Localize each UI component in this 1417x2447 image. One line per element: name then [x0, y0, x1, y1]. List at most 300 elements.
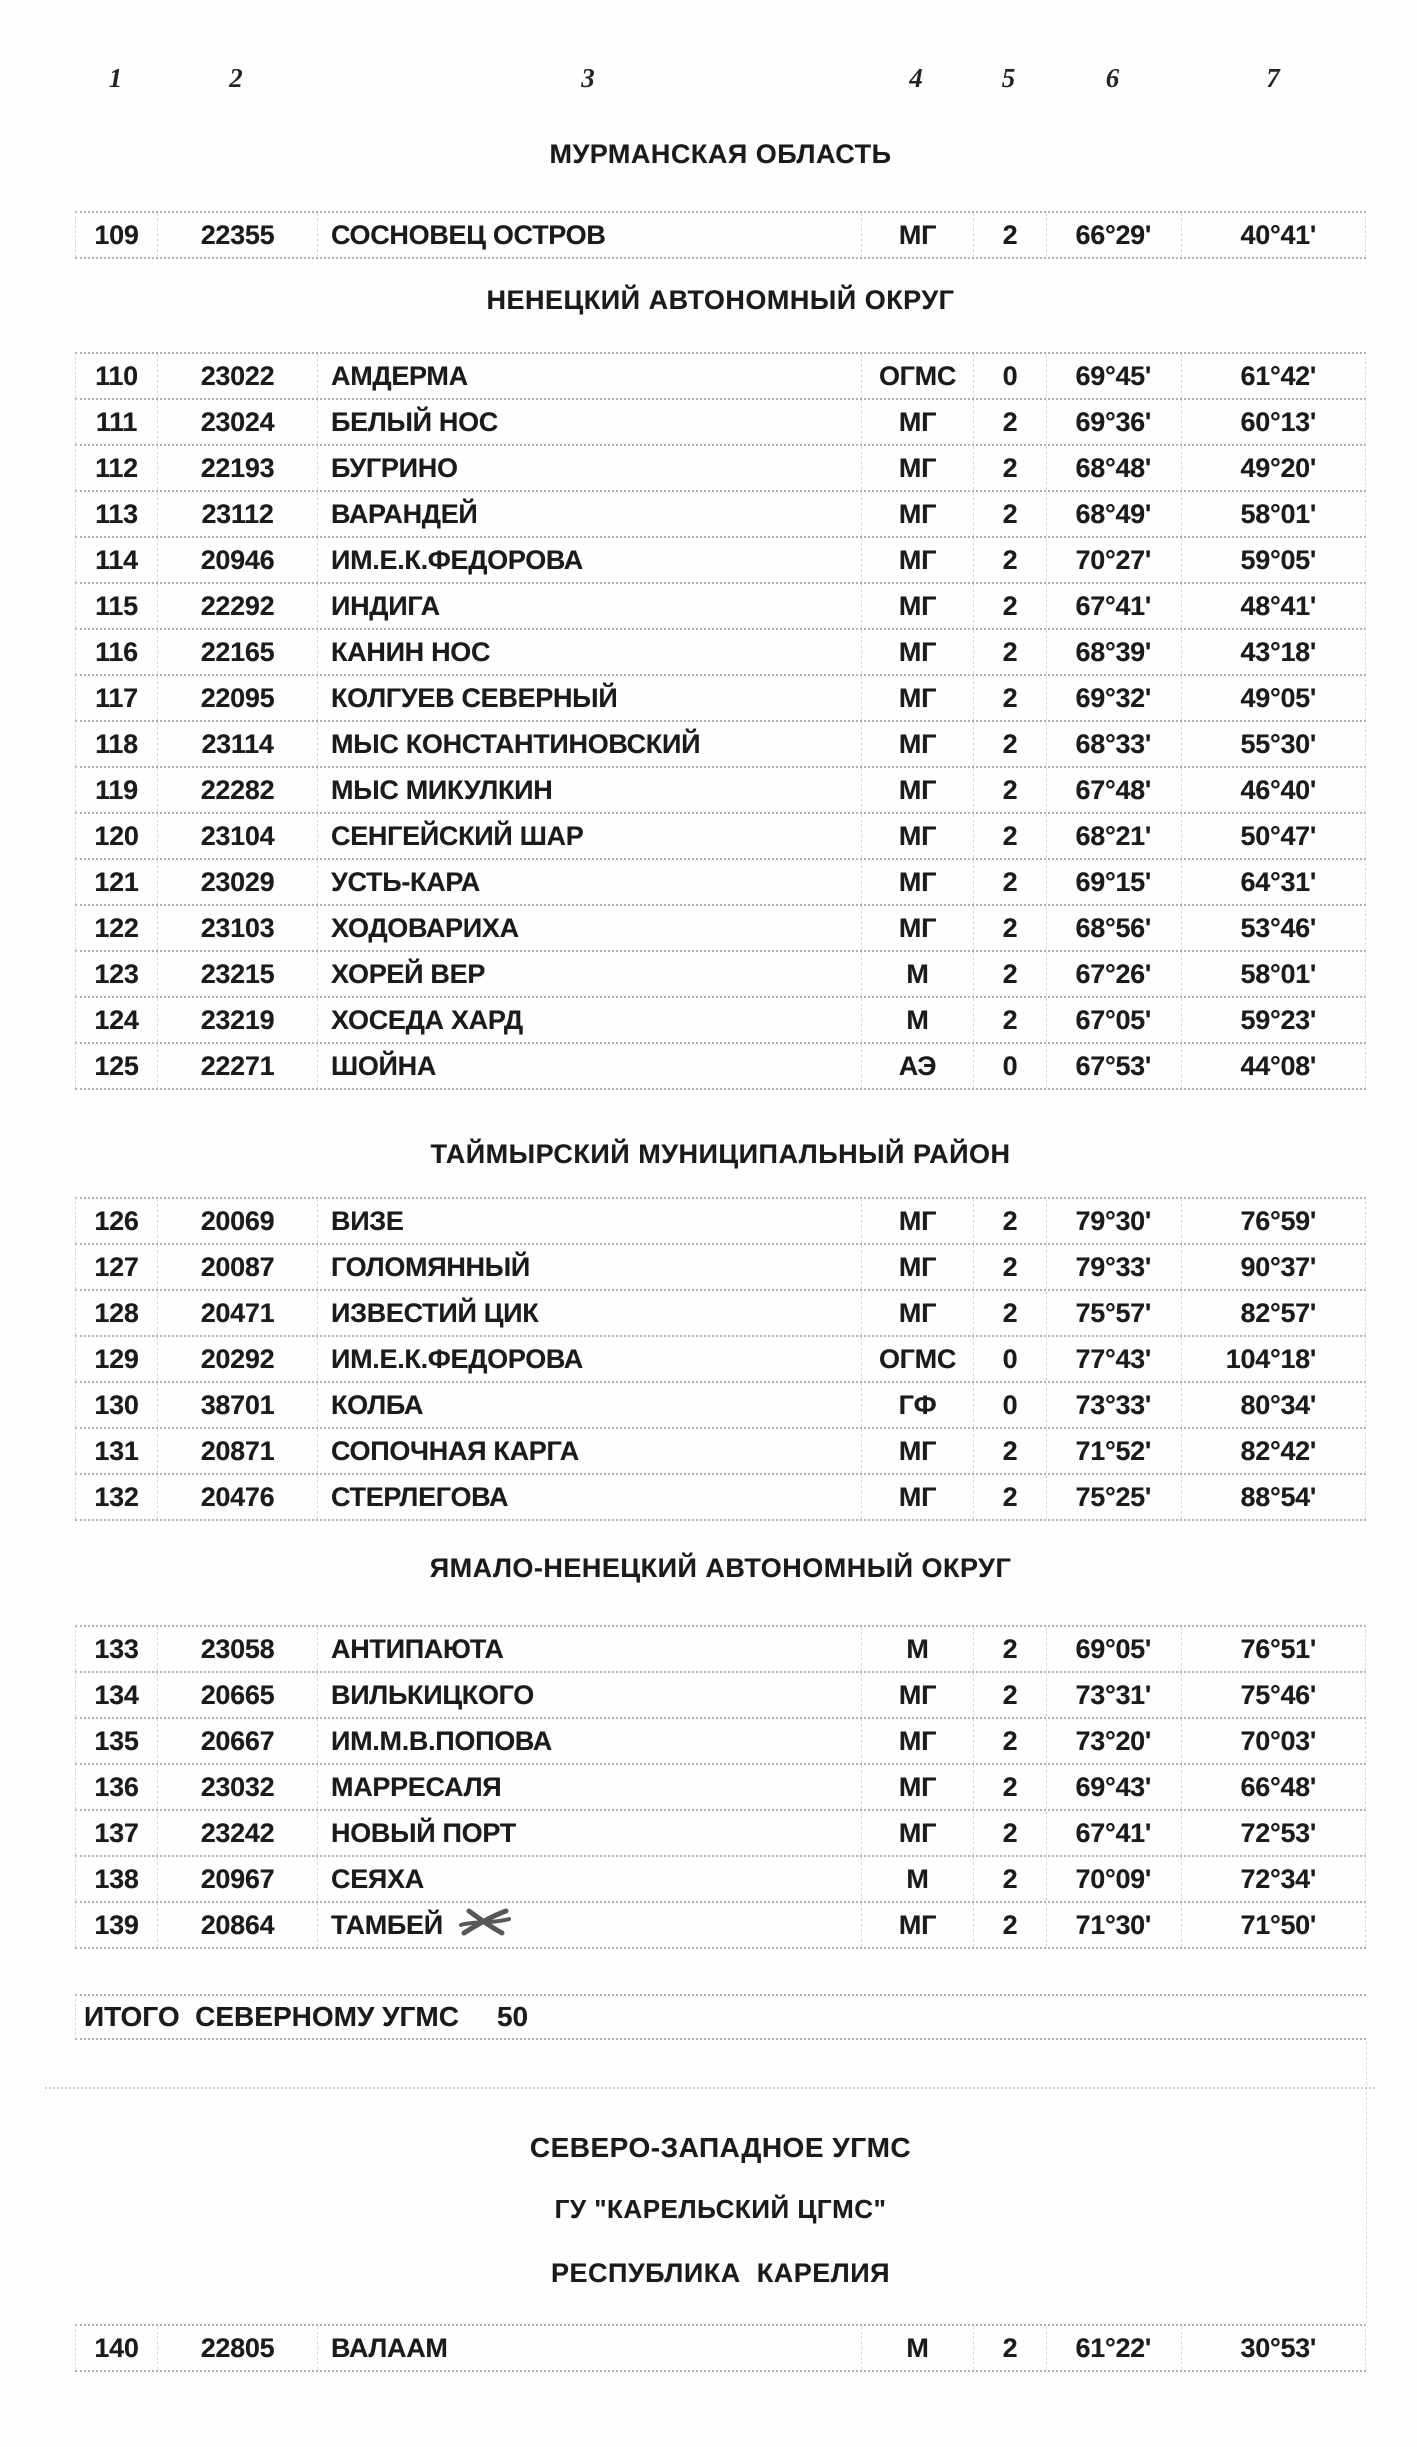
station-name: [317, 538, 861, 582]
station-index: 115: [95, 590, 138, 621]
station-name-text: МЫС КОНСТАНТИНОВСКИЙ: [331, 728, 701, 759]
station-index: 120: [94, 820, 139, 851]
station-index: 121: [94, 866, 139, 897]
station-row: [75, 1042, 1366, 1088]
station-name: [317, 630, 861, 674]
station-id: 23029: [157, 860, 317, 904]
station-index: 113: [95, 498, 138, 529]
station-id: 20864: [157, 1903, 317, 1947]
station-row: [75, 352, 1366, 398]
station-latitude: 73°33': [1046, 1383, 1181, 1427]
station-row: [75, 444, 1366, 490]
station-type: М: [861, 2326, 973, 2370]
station-type: МГ: [861, 630, 973, 674]
station-index: 134: [94, 1679, 139, 1710]
station-name: [317, 354, 861, 398]
station-latitude: 77°43': [1046, 1337, 1181, 1381]
heading-northwest-ugms: СЕВЕРО-ЗАПАДНОЕ УГМС: [529, 2132, 912, 2163]
station-latitude: 67°26': [1046, 952, 1181, 996]
station-latitude: 75°57': [1046, 1291, 1181, 1335]
station-id: 23103: [157, 906, 317, 950]
column-header-1: 1: [108, 62, 123, 93]
station-latitude: 69°45': [1046, 354, 1181, 398]
station-type: МГ: [861, 584, 973, 628]
station-longitude: 58°01': [1181, 492, 1367, 536]
station-name: [317, 1429, 861, 1473]
station-index: 125: [94, 1050, 139, 1081]
station-name-text: ИНДИГА: [331, 590, 440, 621]
station-row: [75, 904, 1366, 950]
station-latitude: 71°30': [1046, 1903, 1181, 1947]
station-longitude: 60°13': [1181, 400, 1367, 444]
station-name: [317, 952, 861, 996]
station-row: [75, 1335, 1366, 1381]
station-longitude: 104°18': [1181, 1337, 1367, 1381]
station-index: 117: [95, 682, 138, 713]
station-index: 128: [94, 1297, 139, 1328]
station-class: 2: [973, 1199, 1046, 1243]
station-class: 2: [973, 998, 1046, 1042]
station-id: 22292: [157, 584, 317, 628]
station-index: 136: [94, 1771, 139, 1802]
station-name: [317, 1673, 861, 1717]
station-class: 2: [973, 1857, 1046, 1901]
station-latitude: 61°22': [1046, 2326, 1181, 2370]
station-row: [75, 490, 1366, 536]
station-name: [317, 1627, 861, 1671]
station-longitude: 90°37': [1181, 1245, 1367, 1289]
station-type: МГ: [861, 1765, 973, 1809]
station-latitude: 69°36': [1046, 400, 1181, 444]
station-index: 114: [95, 544, 138, 575]
station-class: 2: [973, 1765, 1046, 1809]
station-type: ГФ: [861, 1383, 973, 1427]
station-index: 126: [94, 1205, 139, 1236]
station-latitude: 70°27': [1046, 538, 1181, 582]
station-row: [75, 1809, 1366, 1855]
station-name-text: СЕНГЕЙСКИЙ ШАР: [331, 820, 584, 851]
station-type: МГ: [861, 768, 973, 812]
station-name-text: СТЕРЛЕГОВА: [331, 1481, 509, 1512]
station-class: 0: [973, 354, 1046, 398]
station-latitude: 70°09': [1046, 1857, 1181, 1901]
station-row: [75, 1763, 1366, 1809]
station-class: 2: [973, 630, 1046, 674]
station-id: 20967: [157, 1857, 317, 1901]
station-name: [317, 860, 861, 904]
station-id: 22355: [157, 213, 317, 257]
station-class: 2: [973, 1719, 1046, 1763]
station-longitude: 59°05': [1181, 538, 1367, 582]
station-latitude: 67°53': [1046, 1044, 1181, 1088]
station-name-text: ГОЛОМЯННЫЙ: [331, 1251, 530, 1282]
station-class: 2: [973, 1673, 1046, 1717]
station-class: 2: [973, 1245, 1046, 1289]
column-header-4: 4: [909, 62, 923, 93]
station-latitude: 69°43': [1046, 1765, 1181, 1809]
station-id: 20946: [157, 538, 317, 582]
station-latitude: 67°48': [1046, 768, 1181, 812]
station-longitude: 53°46': [1181, 906, 1367, 950]
station-id: 23022: [157, 354, 317, 398]
station-class: 2: [973, 1429, 1046, 1473]
station-longitude: 64°31': [1181, 860, 1367, 904]
station-name: [317, 998, 861, 1042]
station-row: [75, 628, 1366, 674]
station-row: [75, 674, 1366, 720]
station-index: 110: [95, 360, 138, 391]
station-longitude: 50°47': [1181, 814, 1367, 858]
station-index: 135: [94, 1725, 139, 1756]
station-latitude: 66°29': [1046, 213, 1181, 257]
station-row: [75, 720, 1366, 766]
station-class: 0: [973, 1044, 1046, 1088]
station-longitude: 82°57': [1181, 1291, 1367, 1335]
station-type: М: [861, 1627, 973, 1671]
station-latitude: 75°25': [1046, 1475, 1181, 1519]
station-table-karelia: [75, 2324, 1366, 2372]
station-id: 20476: [157, 1475, 317, 1519]
station-class: 2: [973, 860, 1046, 904]
station-id: 38701: [157, 1383, 317, 1427]
station-class: 2: [973, 676, 1046, 720]
station-name: [317, 1044, 861, 1088]
station-id: 23114: [157, 722, 317, 766]
station-name-text: ВАРАНДЕЙ: [331, 498, 478, 529]
station-longitude: 71°50': [1181, 1903, 1367, 1947]
station-id: 20871: [157, 1429, 317, 1473]
station-name: [317, 1199, 861, 1243]
station-type: МГ: [861, 1903, 973, 1947]
station-row: [75, 582, 1366, 628]
station-class: 2: [973, 492, 1046, 536]
station-index: 124: [94, 1004, 139, 1035]
station-type: МГ: [861, 1811, 973, 1855]
station-name: [317, 1291, 861, 1335]
station-class: 2: [973, 538, 1046, 582]
station-name: [317, 676, 861, 720]
station-class: 2: [973, 1627, 1046, 1671]
station-name: [317, 446, 861, 490]
station-index: 112: [95, 452, 138, 483]
station-type: МГ: [861, 906, 973, 950]
station-longitude: 61°42': [1181, 354, 1367, 398]
station-id: 22165: [157, 630, 317, 674]
station-name-text: БЕЛЫЙ НОС: [331, 406, 498, 437]
station-name-text: КАНИН НОС: [331, 636, 491, 667]
station-longitude: 30°53': [1181, 2326, 1367, 2370]
station-index: 133: [94, 1633, 139, 1664]
station-row: [75, 1717, 1366, 1763]
station-type: МГ: [861, 492, 973, 536]
station-class: 2: [973, 2326, 1046, 2370]
station-row: [75, 1625, 1366, 1671]
station-latitude: 68°56': [1046, 906, 1181, 950]
station-name-text: ИМ.М.В.ПОПОВА: [331, 1725, 552, 1756]
station-index: 111: [95, 406, 138, 437]
station-name-text: ВИЛЬКИЦКОГО: [331, 1679, 534, 1710]
station-name: [317, 814, 861, 858]
station-id: 20471: [157, 1291, 317, 1335]
station-longitude: 72°34': [1181, 1857, 1367, 1901]
station-name-text: МЫС МИКУЛКИН: [331, 774, 553, 805]
station-type: МГ: [861, 1719, 973, 1763]
station-name-text: ВАЛААМ: [331, 2332, 448, 2363]
station-id: 22805: [157, 2326, 317, 2370]
station-latitude: 68°21': [1046, 814, 1181, 858]
station-row: [75, 996, 1366, 1042]
station-type: ОГМС: [861, 1337, 973, 1381]
station-row: [75, 1855, 1366, 1901]
station-row: [75, 2324, 1366, 2370]
station-type: МГ: [861, 1199, 973, 1243]
station-id: 20069: [157, 1199, 317, 1243]
station-name-text: ИМ.Е.К.ФЕДОРОВА: [331, 544, 583, 575]
station-id: 22282: [157, 768, 317, 812]
station-row: [75, 536, 1366, 582]
station-index: 116: [95, 636, 138, 667]
station-id: 23219: [157, 998, 317, 1042]
station-index: 118: [95, 728, 138, 759]
station-class: 0: [973, 1337, 1046, 1381]
station-id: 20292: [157, 1337, 317, 1381]
station-row: [75, 1427, 1366, 1473]
station-id: 22271: [157, 1044, 317, 1088]
station-id: 23058: [157, 1627, 317, 1671]
station-index: 129: [94, 1343, 139, 1374]
station-name: [317, 1811, 861, 1855]
station-longitude: 75°46': [1181, 1673, 1367, 1717]
station-name: [317, 584, 861, 628]
station-latitude: 79°33': [1046, 1245, 1181, 1289]
section-title-taimyr-district: ТАЙМЫРСКИЙ МУНИЦИПАЛЬНЫЙ РАЙОН: [430, 1139, 1011, 1169]
station-longitude: 66°48': [1181, 1765, 1367, 1809]
station-row: [75, 766, 1366, 812]
station-latitude: 79°30': [1046, 1199, 1181, 1243]
station-table-taimyr: [75, 1197, 1366, 1521]
total-value: 50: [496, 2001, 529, 2032]
station-name-text: ВИЗЕ: [331, 1205, 404, 1236]
station-row: [75, 950, 1366, 996]
station-latitude: 71°52': [1046, 1429, 1181, 1473]
station-name: [317, 768, 861, 812]
station-name: [317, 400, 861, 444]
station-row: [75, 1901, 1366, 1947]
station-table-murmansk: [75, 211, 1366, 259]
station-name: [317, 906, 861, 950]
station-index: 138: [94, 1863, 139, 1894]
station-longitude: 55°30': [1181, 722, 1367, 766]
station-index: 131: [94, 1435, 139, 1466]
station-longitude: 80°34': [1181, 1383, 1367, 1427]
station-name-text: ХОРЕЙ ВЕР: [331, 958, 486, 989]
station-row: [75, 1197, 1366, 1243]
station-name-text: КОЛГУЕВ СЕВЕРНЫЙ: [331, 682, 618, 713]
dashed-table-edge: [1366, 2042, 1367, 2324]
station-table-nenets: [75, 352, 1366, 1090]
station-index: 140: [94, 2332, 139, 2363]
station-name: [317, 1383, 861, 1427]
station-latitude: 67°05': [1046, 998, 1181, 1042]
station-longitude: 49°20': [1181, 446, 1367, 490]
station-class: 2: [973, 906, 1046, 950]
station-table-yamal: [75, 1625, 1366, 1949]
station-row: [75, 1473, 1366, 1519]
station-name-text: ИМ.Е.К.ФЕДОРОВА: [331, 1343, 583, 1374]
station-type: МГ: [861, 860, 973, 904]
station-type: АЭ: [861, 1044, 973, 1088]
station-latitude: 69°05': [1046, 1627, 1181, 1671]
station-type: МГ: [861, 538, 973, 582]
station-name-text: УСТЬ-КАРА: [331, 866, 480, 897]
station-index: 137: [94, 1817, 139, 1848]
station-name-text: ХОДОВАРИХА: [331, 912, 519, 943]
station-row: [75, 211, 1366, 257]
station-latitude: 73°20': [1046, 1719, 1181, 1763]
station-id: 20087: [157, 1245, 317, 1289]
handwritten-cross-mark: [459, 1906, 511, 1945]
station-name: [317, 1337, 861, 1381]
station-type: М: [861, 952, 973, 996]
station-longitude: 40°41': [1181, 213, 1367, 257]
station-longitude: 49°05': [1181, 676, 1367, 720]
station-type: МГ: [861, 814, 973, 858]
station-name: [317, 213, 861, 257]
station-name-text: СОСНОВЕЦ ОСТРОВ: [331, 219, 606, 250]
station-index: 139: [94, 1909, 139, 1940]
section-title-karelia-republic: РЕСПУБЛИКА КАРЕЛИЯ: [550, 2258, 891, 2288]
station-index: 123: [94, 958, 139, 989]
station-name-text: ХОСЕДА ХАРД: [331, 1004, 523, 1035]
station-class: 2: [973, 1903, 1046, 1947]
station-latitude: 68°49': [1046, 492, 1181, 536]
station-name: [317, 1719, 861, 1763]
station-name-text: МАРРЕСАЛЯ: [331, 1771, 502, 1802]
station-name-text: ШОЙНА: [331, 1050, 437, 1081]
station-longitude: 46°40': [1181, 768, 1367, 812]
station-type: МГ: [861, 1291, 973, 1335]
station-name: [317, 1475, 861, 1519]
station-latitude: 68°33': [1046, 722, 1181, 766]
station-latitude: 69°32': [1046, 676, 1181, 720]
station-name: [317, 1765, 861, 1809]
station-row: [75, 1671, 1366, 1717]
station-id: 23112: [157, 492, 317, 536]
station-latitude: 67°41': [1046, 584, 1181, 628]
station-class: 2: [973, 1475, 1046, 1519]
station-class: 2: [973, 1291, 1046, 1335]
station-row: [75, 1243, 1366, 1289]
station-index: 122: [94, 912, 139, 943]
total-label: ИТОГО СЕВЕРНОМУ УГМС: [84, 2001, 459, 2032]
station-latitude: 68°39': [1046, 630, 1181, 674]
column-header-2: 2: [229, 62, 243, 93]
station-name-text: АМДЕРМА: [331, 360, 468, 391]
station-index: 130: [94, 1389, 139, 1420]
station-latitude: 73°31': [1046, 1673, 1181, 1717]
station-type: МГ: [861, 213, 973, 257]
station-row: [75, 1289, 1366, 1335]
station-id: 23032: [157, 1765, 317, 1809]
station-class: 2: [973, 400, 1046, 444]
total-line: [75, 1994, 1366, 2040]
station-class: 2: [973, 768, 1046, 812]
station-longitude: 44°08': [1181, 1044, 1367, 1088]
station-index: 119: [95, 774, 138, 805]
station-latitude: 68°48': [1046, 446, 1181, 490]
station-class: 2: [973, 814, 1046, 858]
station-name-text: КОЛБА: [331, 1389, 424, 1420]
station-class: 2: [973, 952, 1046, 996]
station-longitude: 43°18': [1181, 630, 1367, 674]
station-type: М: [861, 1857, 973, 1901]
station-index: 109: [94, 219, 139, 250]
station-row: [75, 858, 1366, 904]
station-name: [317, 492, 861, 536]
station-class: 2: [973, 584, 1046, 628]
station-id: 23242: [157, 1811, 317, 1855]
column-header-7: 7: [1266, 62, 1280, 93]
station-id: 20667: [157, 1719, 317, 1763]
station-row: [75, 1381, 1366, 1427]
station-class: 2: [973, 446, 1046, 490]
station-class: 2: [973, 213, 1046, 257]
station-type: МГ: [861, 722, 973, 766]
station-type: МГ: [861, 1429, 973, 1473]
station-type: МГ: [861, 1475, 973, 1519]
station-row: [75, 812, 1366, 858]
station-name-text: ТАМБЕЙ: [331, 1909, 443, 1940]
station-name: [317, 1857, 861, 1901]
station-longitude: 70°03': [1181, 1719, 1367, 1763]
station-type: М: [861, 998, 973, 1042]
station-class: 2: [973, 722, 1046, 766]
station-index: 132: [94, 1481, 139, 1512]
station-id: 22193: [157, 446, 317, 490]
station-id: 23215: [157, 952, 317, 996]
section-title-murmansk-oblast: МУРМАНСКАЯ ОБЛАСТЬ: [549, 139, 892, 169]
station-longitude: 88°54': [1181, 1475, 1367, 1519]
station-name-text: БУГРИНО: [331, 452, 458, 483]
station-longitude: 58°01': [1181, 952, 1367, 996]
station-type: МГ: [861, 1673, 973, 1717]
station-id: 23104: [157, 814, 317, 858]
station-id: 20665: [157, 1673, 317, 1717]
station-name-text: АНТИПАЮТА: [331, 1633, 504, 1664]
dotted-separator: [45, 2087, 1375, 2089]
station-id: 22095: [157, 676, 317, 720]
station-type: МГ: [861, 1245, 973, 1289]
station-longitude: 48°41': [1181, 584, 1367, 628]
column-header-row: [75, 58, 1366, 98]
station-longitude: 76°51': [1181, 1627, 1367, 1671]
station-name: [317, 1245, 861, 1289]
station-latitude: 69°15': [1046, 860, 1181, 904]
station-name-text: СОПОЧНАЯ КАРГА: [331, 1435, 580, 1466]
station-class: 0: [973, 1383, 1046, 1427]
column-header-3: 3: [581, 62, 595, 93]
station-name: [317, 2326, 861, 2370]
station-name-text: ИЗВЕСТИЙ ЦИК: [331, 1297, 539, 1328]
column-header-6: 6: [1105, 62, 1120, 93]
station-type: МГ: [861, 446, 973, 490]
station-type: МГ: [861, 676, 973, 720]
station-name: [317, 1903, 861, 1947]
station-type: МГ: [861, 400, 973, 444]
station-longitude: 72°53': [1181, 1811, 1367, 1855]
station-row: [75, 398, 1366, 444]
station-longitude: 76°59': [1181, 1199, 1367, 1243]
